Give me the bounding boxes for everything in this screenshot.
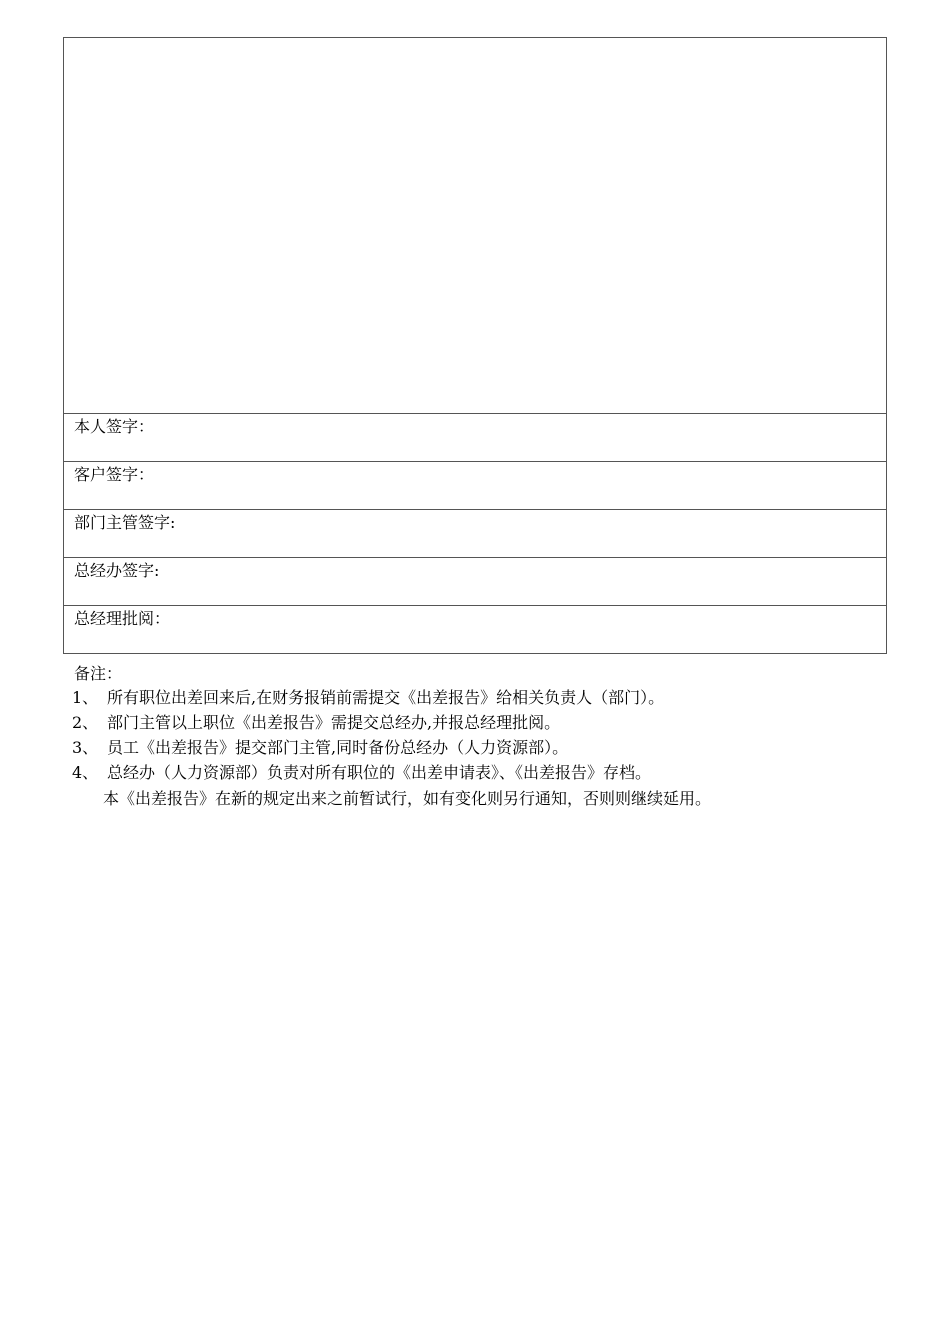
notes-heading: 备注： — [74, 664, 123, 683]
note-text: 员工《出差报告》提交部门主管,同时备份总经办（人力资源部）。 — [107, 738, 569, 757]
client-signature-field[interactable] — [64, 462, 887, 510]
gm-review-field[interactable] — [64, 606, 887, 654]
signature-row-client — [64, 462, 887, 510]
note-item — [72, 685, 664, 710]
note-item — [72, 760, 664, 785]
signature-row-gm-review — [64, 606, 887, 654]
closing-statement: 本《出差报告》在新的规定出来之前暂试行，如有变化则另行通知，否则则继续延用。 — [103, 789, 712, 808]
note-number: 4、 — [72, 763, 99, 782]
client-signature-label: 客户签字： — [74, 465, 155, 484]
note-text: 总经办（人力资源部）负责对所有职位的《出差申请表》、《出差报告》存档。 — [107, 763, 652, 782]
signature-row-self — [64, 414, 887, 462]
travel-report-form-table — [63, 37, 887, 654]
note-text: 部门主管以上职位《出差报告》需提交总经办,并报总经理批阅。 — [107, 713, 561, 732]
note-item — [72, 735, 664, 760]
dept-supervisor-signature-field[interactable] — [64, 510, 887, 558]
note-text: 所有职位出差回来后,在财务报销前需提交《出差报告》给相关负责人（部门）。 — [107, 688, 665, 707]
report-content-row — [64, 38, 887, 414]
notes-list — [72, 685, 664, 785]
gm-office-signature-field[interactable] — [64, 558, 887, 606]
note-number: 3、 — [72, 738, 99, 757]
self-signature-label: 本人签字： — [74, 417, 155, 436]
note-item — [72, 710, 664, 735]
notes-section — [74, 661, 122, 686]
gm-office-signature-label: 总经办签字: — [74, 561, 160, 580]
dept-supervisor-signature-label: 部门主管签字: — [74, 513, 176, 532]
signature-row-dept-supervisor — [64, 510, 887, 558]
note-number: 2、 — [72, 713, 99, 732]
note-number: 1、 — [72, 688, 99, 707]
gm-review-label: 总经理批阅： — [74, 609, 171, 628]
signature-row-gm-office — [64, 558, 887, 606]
self-signature-field[interactable] — [64, 414, 887, 462]
report-content-area[interactable] — [64, 38, 887, 414]
